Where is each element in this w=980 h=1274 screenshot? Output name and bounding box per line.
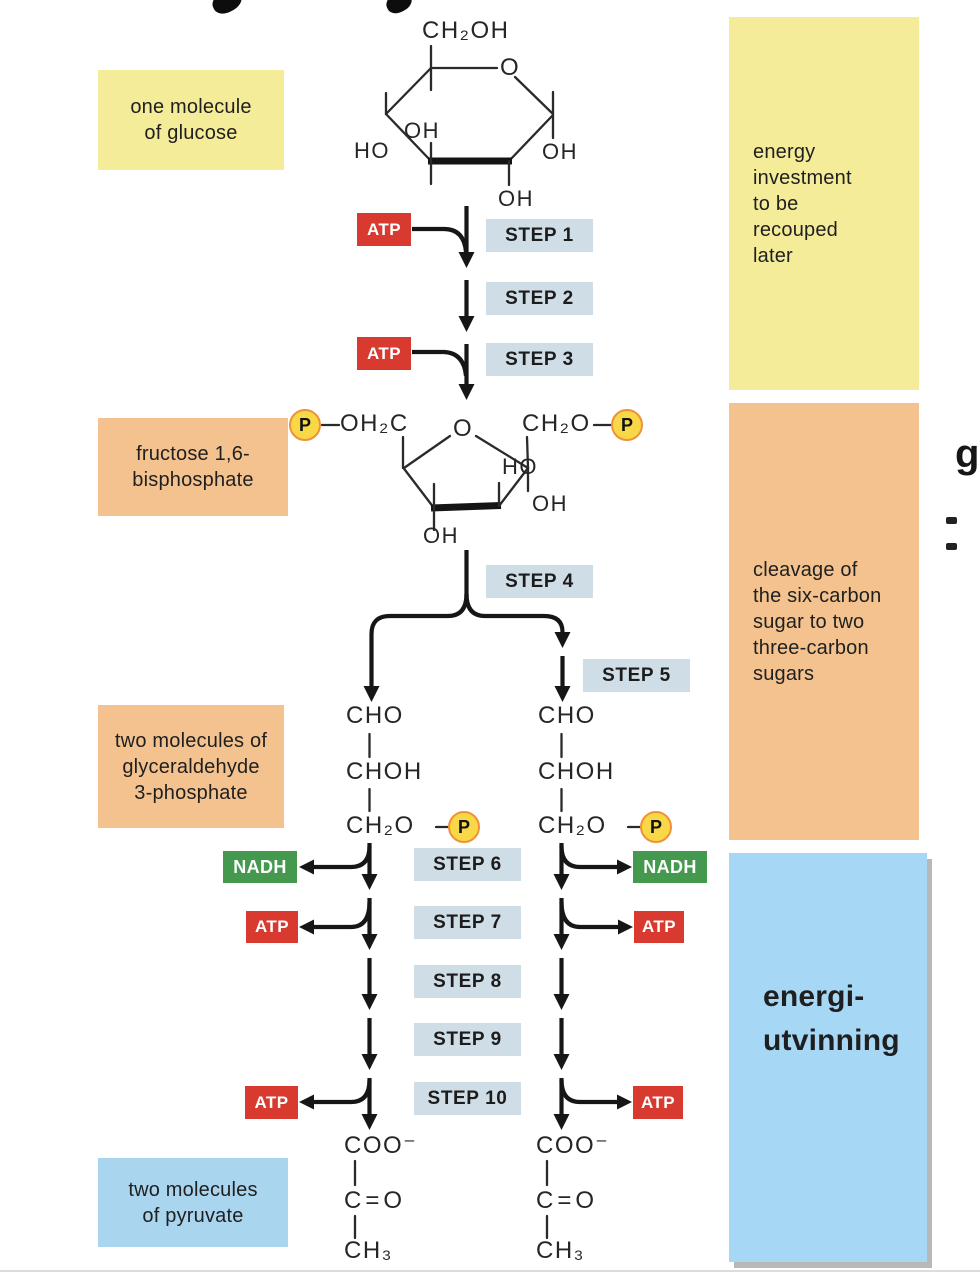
- g3p-ch2o-right: CH₂O: [538, 812, 607, 839]
- atp-chip-step7-right: ATP: [634, 911, 684, 943]
- pyruvate-co-right: C=O: [536, 1187, 599, 1214]
- glucose-ring: [386, 46, 553, 185]
- panel-line: investment: [753, 166, 852, 189]
- label-line: glyceraldehyde: [122, 755, 260, 778]
- panel-line: later: [753, 244, 793, 267]
- pyruvate-co-left: C=O: [344, 1187, 407, 1214]
- fructose-left-chain: OH₂C: [340, 410, 409, 437]
- g3p-cho-left: CHO: [346, 702, 404, 729]
- glucose-oh-inner: OH: [404, 118, 440, 143]
- step-7-box: STEP 7: [414, 906, 521, 939]
- g3p-label-box: [98, 705, 284, 828]
- step-3-box: STEP 3: [486, 343, 593, 376]
- label-line: two molecules: [128, 1178, 258, 1201]
- clipped-text-fragment: [946, 517, 957, 524]
- pyruvate-label-box: [98, 1158, 288, 1247]
- glucose-ring-o: O: [500, 54, 521, 81]
- step-10-box: STEP 10: [414, 1082, 521, 1115]
- atp-chip-step10-left: ATP: [245, 1086, 298, 1119]
- step-4-box: STEP 4: [486, 565, 593, 598]
- step-9-box: STEP 9: [414, 1023, 521, 1056]
- label-line: fructose 1,6-: [136, 443, 250, 465]
- fructose-oh-right: OH: [532, 491, 568, 516]
- nadh-chip-right: NADH: [633, 851, 707, 883]
- pyruvate-coo-right: COO⁻: [536, 1132, 610, 1159]
- label-line: one molecule: [130, 96, 252, 118]
- phosphate-icon: P: [611, 409, 643, 441]
- label-line: bisphosphate: [132, 469, 254, 491]
- fructose-ring-o: O: [453, 415, 474, 442]
- label-line: of pyruvate: [142, 1204, 244, 1227]
- panel-line: energi-: [763, 980, 865, 1013]
- panel-line: recouped: [753, 218, 838, 241]
- panel-line: to be: [753, 192, 799, 215]
- fructose-ho-inner: HO: [502, 454, 538, 479]
- glucose-oh-right: OH: [542, 139, 578, 164]
- pyruvate-ch3-right: CH₃: [536, 1237, 585, 1264]
- fructose-right-chain: CH₂O: [522, 410, 591, 437]
- panel-line: utvinning: [763, 1024, 900, 1057]
- fructose-oh-bottom: OH: [423, 523, 459, 548]
- panel-line: sugar to two: [753, 610, 865, 633]
- cleavage-panel: [729, 403, 919, 840]
- clipped-text-fragment-g: g: [955, 432, 980, 476]
- fructose-bisphosphate-label-box: [98, 418, 288, 516]
- atp-chip-step1: ATP: [357, 213, 411, 246]
- panel-line: cleavage of: [753, 558, 858, 581]
- step-1-box: STEP 1: [486, 219, 593, 252]
- bottom-divider: [0, 1270, 980, 1272]
- energy-extraction-panel: [729, 853, 927, 1262]
- step-2-box: STEP 2: [486, 282, 593, 315]
- glucose-ch2oh: CH₂OH: [422, 17, 510, 44]
- payoff-arrows-left: [299, 843, 378, 1130]
- atp-chip-step7-left: ATP: [246, 911, 298, 943]
- step-5-box: STEP 5: [583, 659, 690, 692]
- panel-line: sugars: [753, 662, 815, 685]
- panel-line: the six-carbon: [753, 584, 882, 607]
- panel-line: three-carbon: [753, 636, 869, 659]
- atp-chip-step10-right: ATP: [633, 1086, 683, 1119]
- step-8-box: STEP 8: [414, 965, 521, 998]
- g3p-cho-right: CHO: [538, 702, 596, 729]
- step-6-box: STEP 6: [414, 848, 521, 881]
- g3p-choh-left: CHOH: [346, 758, 423, 785]
- glucose-ho-left: HO: [354, 138, 390, 163]
- nadh-chip-left: NADH: [223, 851, 297, 883]
- label-line: two molecules of: [114, 729, 268, 752]
- clipped-title-fragment: [383, 0, 415, 17]
- label-line: of glucose: [144, 122, 238, 144]
- glucose-oh-bottom: OH: [498, 186, 534, 211]
- pyruvate-ch3-left: CH₃: [344, 1237, 393, 1264]
- panel-line: energy: [753, 140, 816, 163]
- g3p-ch2o-left: CH₂O: [346, 812, 415, 839]
- glucose-label-box: [98, 70, 284, 170]
- g3p-choh-right: CHOH: [538, 758, 615, 785]
- clipped-text-fragment: [946, 543, 957, 550]
- payoff-arrows-right: [554, 843, 634, 1130]
- phosphate-icon: P: [640, 811, 672, 843]
- phosphate-icon: P: [289, 409, 321, 441]
- clipped-title-fragment: [209, 0, 245, 18]
- atp-chip-step3: ATP: [357, 337, 411, 370]
- pyruvate-coo-left: COO⁻: [344, 1132, 418, 1159]
- label-line: 3-phosphate: [134, 781, 248, 804]
- energy-investment-panel: [729, 17, 919, 390]
- investment-phase-arrows: [412, 206, 475, 400]
- phosphate-icon: P: [448, 811, 480, 843]
